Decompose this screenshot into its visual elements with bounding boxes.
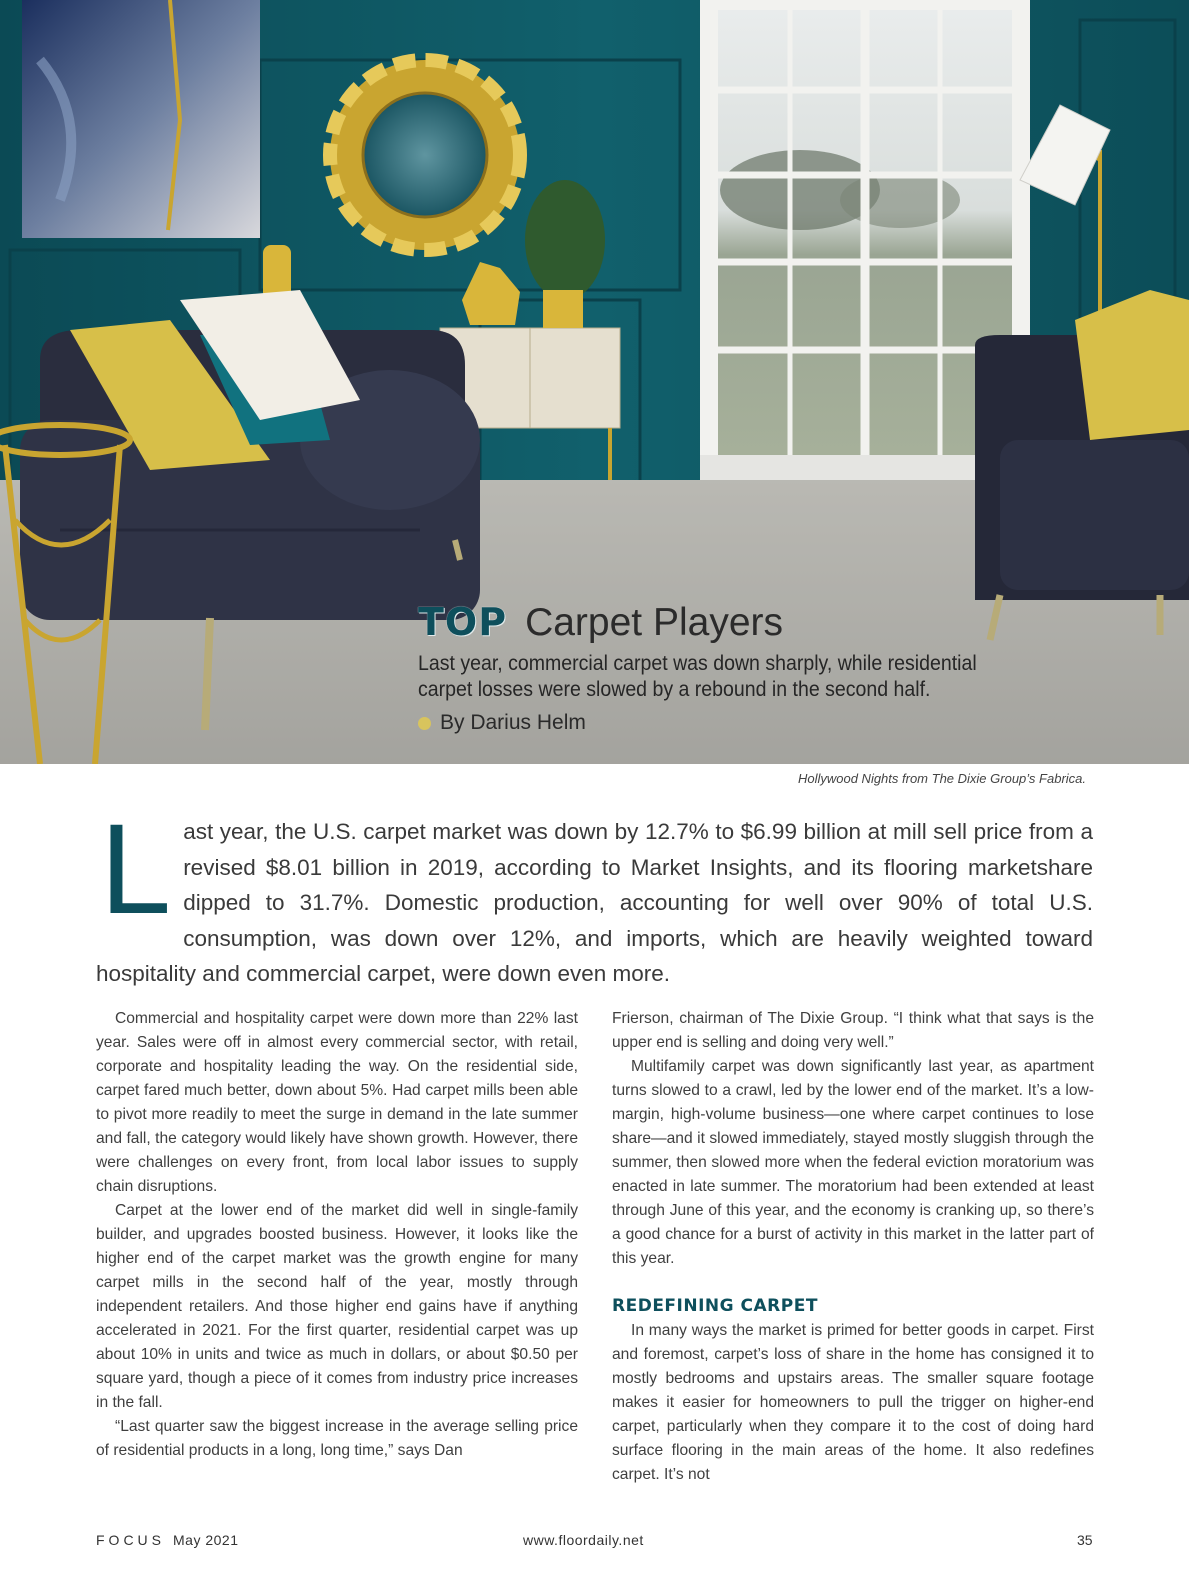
issue-date: May 2021: [173, 1532, 239, 1548]
title-main-words: Carpet Players: [525, 601, 784, 644]
article-title: [418, 600, 1058, 645]
bullet-dot-icon: [418, 717, 431, 730]
article-title-block: [418, 600, 1058, 735]
body-paragraph: “Last quarter saw the biggest increase in the average selling price of residential products in a long, long time,” says Dan: [96, 1418, 578, 1459]
body-paragraph: Frierson, chairman of The Dixie Group. “I think what that says is the upper end is selling and doing very well.”: [612, 1010, 1094, 1051]
drop-cap: L: [100, 798, 172, 941]
photo-caption: Hollywood Nights from The Dixie Group’s Fabrica.: [797, 771, 1086, 786]
body-paragraph: Multifamily carpet was down significantly last year, as apartment turns slowed to a crawl, led by the lower end of the market. It’s a low-margin, high-volume business—one where carpet continues to lose share—and it slowed immediately, stayed mostly sluggish through the summer, then slowed more when the federal eviction moratorium was enacted in late summer. The moratorium had been extended at least through June of this year, and the economy is cranking up, so there’s a good chance for a burst of activity in this market in the latter part of this year.: [612, 1058, 1094, 1267]
article-subtitle: Last year, commercial carpet was down sharply, while residential carpet losses were slowed by a rebound in the second half.: [418, 652, 977, 701]
byline: [418, 711, 1058, 735]
footer-issue: [96, 1532, 238, 1548]
body-column-left: [96, 1007, 578, 1463]
lead-text: ast year, the U.S. carpet market was down by 12.7% to $6.99 billion at mill sell price from a revised $8.01 billion in 2019, according to Market Insights, and its flooring marketshare dipped to 31.7%. Domestic production, accounting for well over 90% of total U.S. consumption, was down over 12%, and imports, which are heavily weighted toward hospitality and commercial carpet, were down even more.: [96, 819, 1093, 986]
section-subhead: REDEFINING CARPET: [612, 1296, 818, 1316]
body-paragraph: Commercial and hospitality carpet were down more than 22% last year. Sales were off in almost every commercial sector, with retail, corporate and hospitality leading the way. On the residential side, carpet fared much better, down about 5%. Had carpet mills been able to pivot more readily to meet the surge in demand in the late summer and fall, the category would likely have shown growth. However, there were challenges on every front, from local labor issues to supply chain disruptions.: [96, 1010, 578, 1195]
byline-author: By Darius Helm: [440, 711, 586, 734]
body-column-right: [612, 1007, 1094, 1487]
magazine-name: FOCUS: [96, 1532, 165, 1548]
body-paragraph: Carpet at the lower end of the market did well in single-family builder, and upgrades boosted business. However, it looks like the higher end of the carpet market was the growth engine for many carpet mills in the second half of the year, mostly through independent retailers. And those higher end gains have if anything accelerated in 2021. For the first quarter, residential carpet was up about 10% in units and twice as much in dollars, or about $0.50 per square yard, though a piece of it comes from industry price increases in the fall.: [96, 1202, 578, 1411]
footer-website-link[interactable]: www.floordaily.net: [523, 1532, 644, 1548]
lead-paragraph: [96, 798, 1093, 992]
hero-photo: [0, 0, 1189, 764]
page-number: 35: [1077, 1532, 1093, 1548]
body-paragraph: In many ways the market is primed for better goods in carpet. First and foremost, carpet’s loss of share in the home has consigned it to mostly bedrooms and upstairs areas. The smaller square footage makes it easier for homeowners to pull the trigger on higher-end carpet, particularly when they compare it to the cost of doing hard surface flooring in the main areas of the home. It also redefines carpet. It’s not: [612, 1322, 1094, 1483]
title-top-word: TOP: [418, 600, 508, 644]
